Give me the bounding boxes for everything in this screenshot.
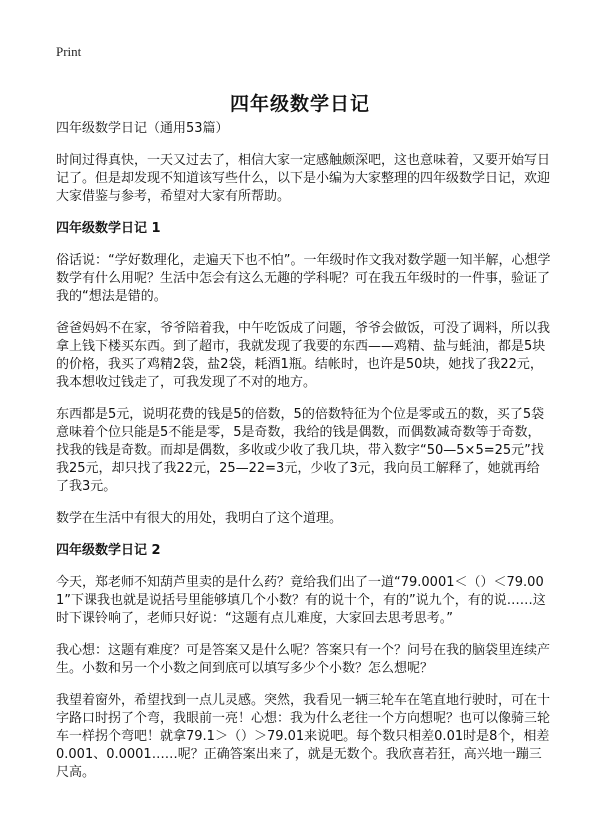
article-subtitle: 四年级数学日记（通用53篇） — [56, 121, 229, 136]
section-2-paragraph: 我心想：这题有难度？可是答案又是什么呢？答案只有一个？问号在我的脑袋里连续产生。小数和另一个小数之间到底可以填写多少个小数？怎么想呢？ — [56, 643, 551, 676]
section-1-paragraph: 俗话说：“学好数理化，走遍天下也不怕”。一年级时作文我对数学题一知半解，心想学数学有什么用呢？生活中怎会有这么无趣的学科呢？可在我五年级时的一件事，验证了我的“想法是错的。 — [56, 253, 551, 304]
section-heading-2: 四年级数学日记 2 — [56, 543, 161, 558]
article-body — [56, 120, 552, 796]
section-1-paragraph: 东西都是5元，说明花费的钱是5的倍数，5的倍数特征为个位是零或五的数，买了5袋意味着个位只能是5不能是零，5是奇数，我给的钱是偶数，而偶数减奇数等于奇数，找我的钱是奇数。而却是偶数，多收或少收了我几块，带入数字“50—5×5=25元”找我25元，却只找了我22元，25—22=3元，少收了3元，我向员工解释了，她就再给了我3元。 — [56, 407, 545, 494]
page-title: 四年级数学日记 — [229, 92, 370, 115]
print-link[interactable]: Print — [56, 44, 82, 59]
section-2-paragraph: 今天，郑老师不知葫芦里卖的是什么药？竟给我们出了一道“79.0001＜（）＜79.001”下课我也就是说括号里能够填几个小数？有的说十个，有的”说九个，有的说……这时下课铃响了，老师只好说：“这题有点儿难度，大家回去思考思考。” — [56, 575, 546, 626]
section-2-paragraph: 我望着窗外，希望找到一点儿灵感。突然，我看见一辆三轮车在笔直地行驶时，可在十字路口时拐了个弯，我眼前一亮！心想：我为什么老往一个方向想呢？也可以像骑三轮车一样拐个弯吧！就拿79.1＞（）＞79.01来说吧。每个数只相差0.01时是8个，相差0.001、0.0001……呢？正确答案出来了，就是无数个。我欣喜若狂，高兴地一蹦三尺高。 — [56, 693, 551, 780]
section-1-paragraph: 数学在生活中有很大的用处，我明白了这个道理。 — [56, 511, 343, 526]
section-1-paragraph: 爸爸妈妈不在家，爷爷陪着我，中午吃饭成了问题，爷爷会做饭，可没了调料，所以我拿上钱下楼买东西。到了超市，我就发现了我要的东西——鸡精、盐与蚝油，都是5块的价格，我买了鸡精2袋，盐2袋，耗酒1瓶。结帐时，也许是50块，她找了我22元，我本想收过钱走了，可我发现了不对的地方。 — [56, 321, 551, 390]
intro-paragraph: 时间过得真快，一天又过去了，相信大家一定感触颇深吧，这也意味着，又要开始写日记了。但是却发现不知道该写些什么，以下是小编为大家整理的四年级数学日记，欢迎大家借鉴与参考，希望对大家有所帮助。 — [56, 153, 551, 204]
section-heading-1: 四年级数学日记 1 — [56, 221, 161, 236]
